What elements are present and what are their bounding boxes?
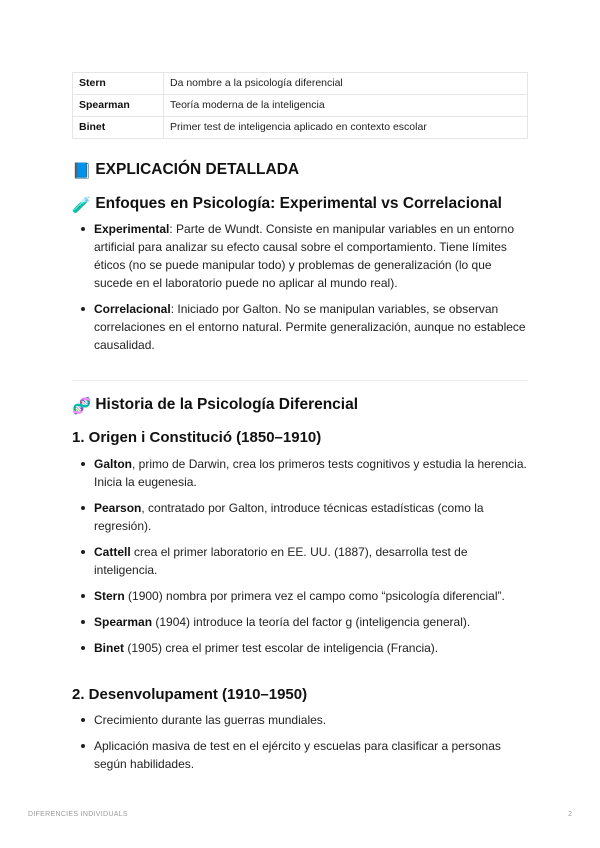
list-item — [72, 220, 532, 292]
list-item — [72, 613, 532, 631]
item-text: (1900) nombra por primera vez el campo como “psicología diferencial”. — [124, 589, 505, 603]
footer-title: DIFERENCIES INDIVIDUALS — [28, 811, 128, 818]
item-term: Spearman — [94, 615, 153, 629]
heading-historia — [72, 396, 358, 416]
section-divider — [72, 380, 528, 381]
table-cell-description: Da nombre a la psicología diferencial — [164, 73, 528, 95]
list-item — [72, 587, 532, 605]
list-item — [72, 455, 532, 491]
item-text: crea el primer laboratorio en EE. UU. (1887), desarrolla test de inteligencia. — [94, 545, 468, 577]
heading-origen: 1. Origen i Constitució (1850–1910) — [72, 429, 322, 446]
list-item — [72, 639, 532, 657]
heading-text: Enfoques en Psicología: Experimental vs Correlacional — [95, 195, 502, 212]
heading-desenvolupament: 2. Desenvolupament (1910–1950) — [72, 686, 308, 703]
test-tube-icon: 🧪 — [72, 197, 92, 214]
desenvolupament-list — [72, 711, 532, 781]
table-row — [73, 117, 528, 139]
table-row — [73, 95, 528, 117]
origen-list — [72, 455, 532, 665]
item-term: Binet — [94, 641, 124, 655]
list-item — [72, 543, 532, 579]
item-term: Galton — [94, 457, 132, 471]
item-term: Stern — [94, 589, 125, 603]
heading-enfoques — [72, 195, 502, 215]
item-term: Pearson — [94, 501, 142, 515]
table-cell-description: Primer test de inteligencia aplicado en contexto escolar — [164, 117, 528, 139]
heading-explicacion — [72, 161, 299, 181]
heading-text: EXPLICACIÓN DETALLADA — [95, 161, 300, 178]
table-cell-description: Teoría moderna de la inteligencia — [164, 95, 528, 117]
list-item — [72, 499, 532, 535]
table-cell-name: Stern — [73, 73, 164, 95]
table-cell-name: Spearman — [73, 95, 164, 117]
item-text: : Parte de Wundt. Consiste en manipular variables en un entorno artificial para analizar su efecto causal sobre el comportamiento. Tiene límites éticos (no se puede manipular todo) y problemas de generalización (lo que sucede en el laboratorio puede no aplicar al mundo real). — [94, 222, 515, 290]
item-term: Cattell — [94, 545, 131, 559]
item-text: : Iniciado por Galton. No se manipulan variables, se observan correlaciones en el entorno natural. Permite generalización, aunque no establece causalidad. — [94, 302, 526, 352]
book-icon: 📘 — [72, 163, 92, 180]
item-term: Correlacional — [94, 302, 171, 316]
page-number: 2 — [568, 811, 572, 818]
dna-icon: 🧬 — [72, 398, 92, 415]
item-term: Experimental — [94, 222, 170, 236]
list-item: Crecimiento durante las guerras mundiales. — [72, 711, 532, 729]
enfoques-list — [72, 220, 532, 362]
item-text: (1905) crea el primer test escolar de inteligencia (Francia). — [124, 641, 439, 655]
item-text: , contratado por Galton, introduce técnicas estadísticas (como la regresión). — [94, 501, 484, 533]
item-text: (1904) introduce la teoría del factor g (inteligencia general). — [152, 615, 471, 629]
table-cell-name: Binet — [73, 117, 164, 139]
list-item — [72, 300, 532, 354]
summary-table — [72, 72, 528, 139]
heading-text: Historia de la Psicología Diferencial — [95, 396, 359, 413]
table-row — [73, 73, 528, 95]
list-item: Aplicación masiva de test en el ejército y escuelas para clasificar a personas según habilidades. — [72, 737, 532, 773]
item-text: , primo de Darwin, crea los primeros tests cognitivos y estudia la herencia. Inicia la eugenesia. — [94, 457, 527, 489]
